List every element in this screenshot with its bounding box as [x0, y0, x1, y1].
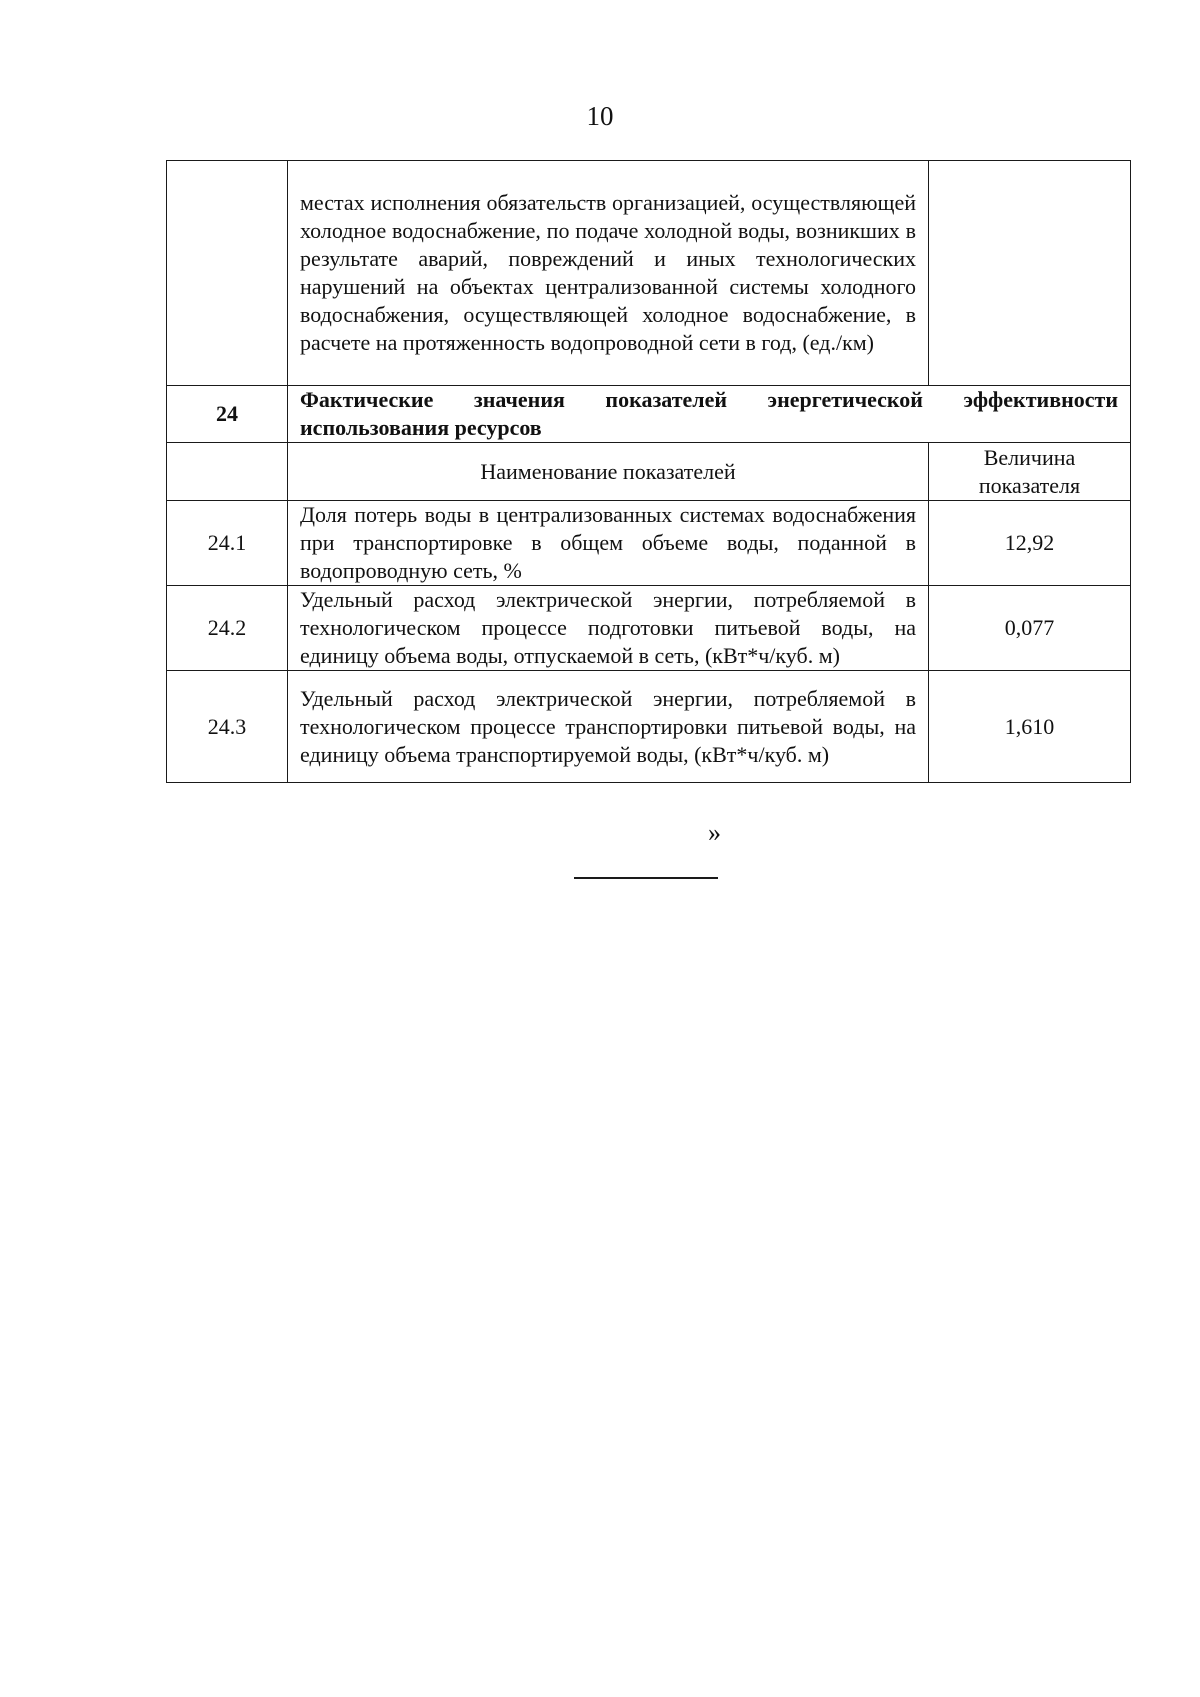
- row-name: Удельный расход электрической энергии, потребляемой в технологическом процессе транспортировки питьевой воды, на единицу объема транспортируемой воды, (кВт*ч/куб. м): [288, 671, 929, 783]
- section-row: [167, 386, 1131, 443]
- row-number: 24.1: [167, 501, 288, 586]
- end-rule-divider: [574, 877, 718, 879]
- row-value: 12,92: [929, 501, 1131, 586]
- continuation-text: местах исполнения обязательств организацией, осуществляющей холодное водоснабжение, по подаче холодной воды, возникших в результате аварий, повреждений и иных технологических нарушений на объектах централизованной системы холодного водоснабжения, осуществляющей холодное водоснабжение, в расчете на протяженность водопроводной сети в год, (ед./км): [288, 161, 929, 386]
- row-name: Удельный расход электрической энергии, потребляемой в технологическом процессе подготовки питьевой воды, на единицу объема воды, отпускаемой в сеть, (кВт*ч/куб. м): [288, 586, 929, 671]
- closing-quote-mark: »: [708, 818, 721, 847]
- row-number: 24.2: [167, 586, 288, 671]
- section-title: Фактические значения показателей энергетической эффективности использования ресурсов: [288, 386, 1131, 443]
- continuation-row: [167, 161, 1131, 386]
- row-value: 1,610: [929, 671, 1131, 783]
- table-row: [167, 586, 1131, 671]
- row-number: 24.3: [167, 671, 288, 783]
- table-header-row: [167, 443, 1131, 501]
- table-row: [167, 671, 1131, 783]
- table-row: [167, 501, 1131, 586]
- page-number: 10: [586, 101, 614, 131]
- header-name-col: Наименование показателей: [288, 443, 929, 501]
- indicators-table: [166, 160, 1131, 783]
- header-num-cell: [167, 443, 288, 501]
- row-value: 0,077: [929, 586, 1131, 671]
- section-number: 24: [167, 386, 288, 443]
- continuation-value-cell: [929, 161, 1131, 386]
- header-value-col: Величина показателя: [929, 443, 1131, 501]
- continuation-num-cell: [167, 161, 288, 386]
- row-name: Доля потерь воды в централизованных системах водоснабжения при транспортировке в общем объеме воды, поданной в водопроводную сеть, %: [288, 501, 929, 586]
